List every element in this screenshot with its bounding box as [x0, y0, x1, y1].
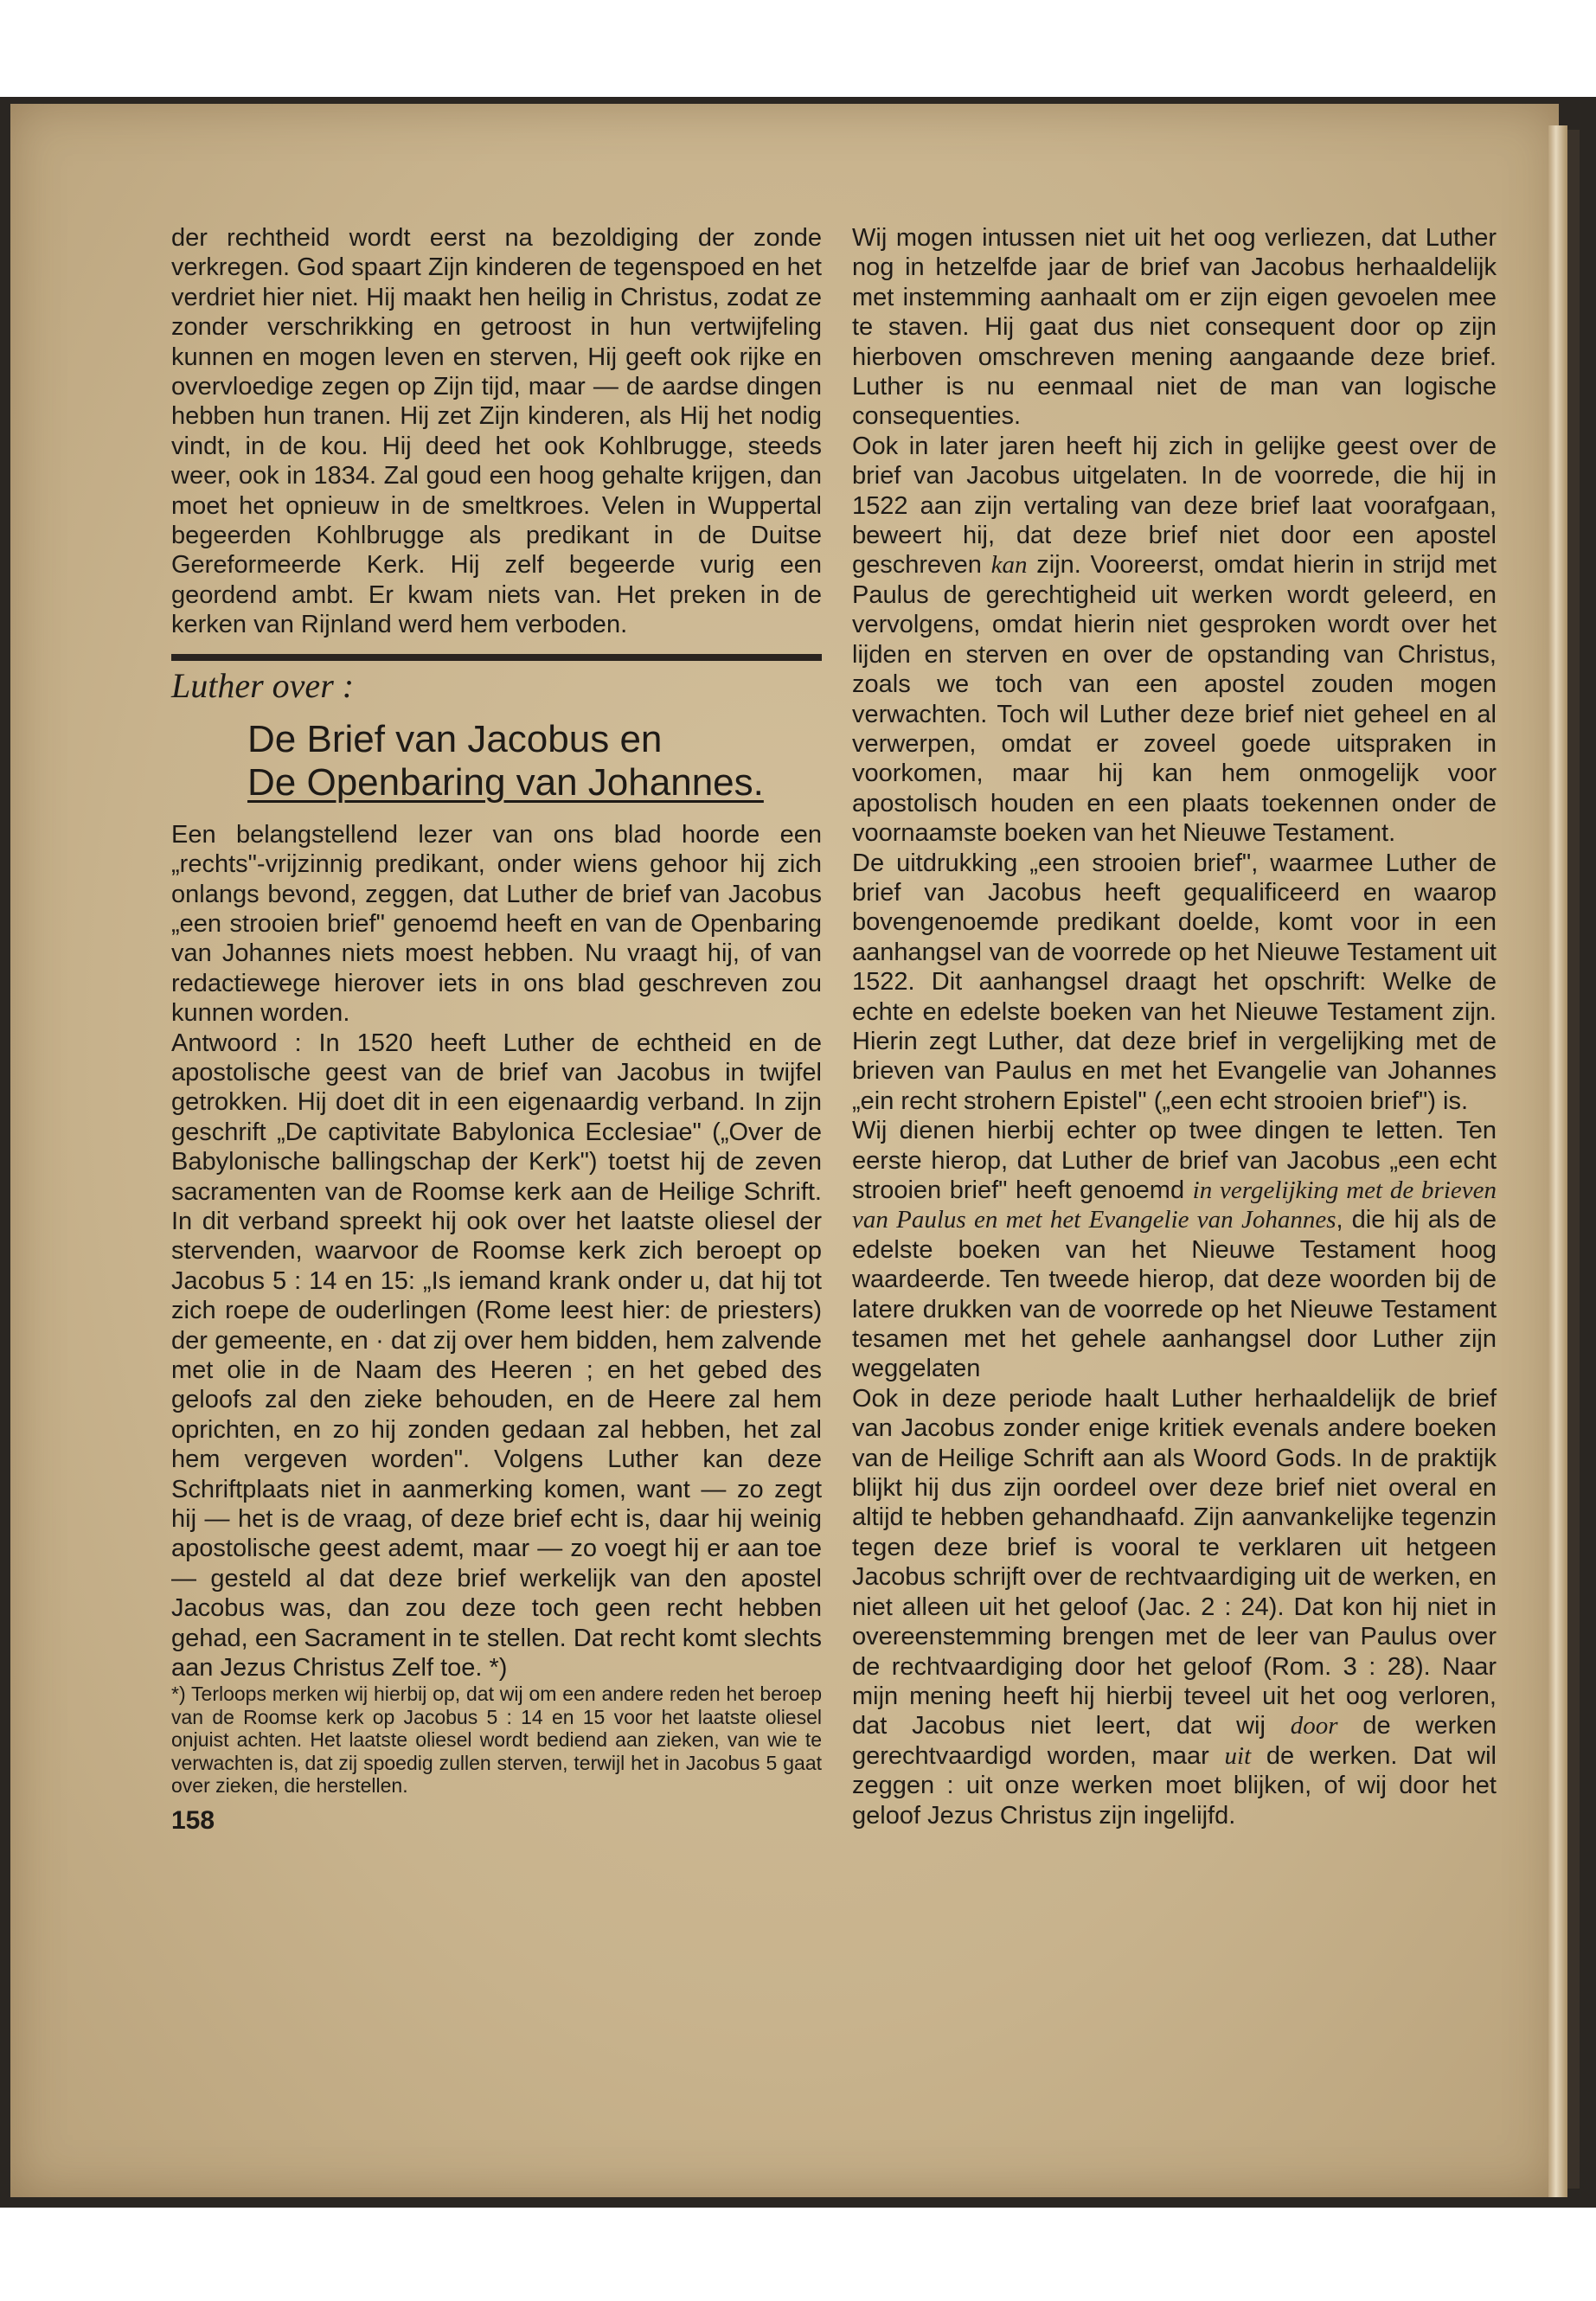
page-number: 158: [171, 1805, 215, 1835]
right-paragraph-5-emphasis-door: door: [1290, 1712, 1338, 1740]
right-paragraph-2-text-b: zijn. Vooreerst, omdat hierin in strijd met Paulus de gerechtigheid uit werken wordt geleerd, en vervolgens, omdat hierin niet gesproken wordt over het lijden en sterven en over de opstanding van Christus, zoals we toch van een apostel zouden mogen verwachten. Toch wil Luther deze brief niet geheel en al verwerpen, omdat er zoveel goede uitspraken in voorkomen, maar hij kan hem onmogelijk voor apostolisch houden en een plaats toekennen onder de voornaamste boeken van het Nieuwe Testament.: [852, 551, 1497, 848]
right-paragraph-2-text-a: Ook in later jaren heeft hij zich in gelijke geest over de brief van Jacobus uitgelaten. In de voorrede, die hij in 1522 aan zijn vertaling van deze brief laat voorafgaan, beweert hij, dat deze brief niet door een apostel geschreven: [852, 432, 1497, 580]
right-paragraph-3: De uitdrukking „een strooien brief", waarmee Luther de brief van Jacobus heeft gequalificeerd en waarop bovengenoemde predikant doelde, komt voor in een aanhangsel van de voorrede op het Nieuwe Testament uit 1522. Dit aanhangsel draagt het opschrift: Welke de echte en edelste boeken van het Nieuwe Testament zijn. Hierin zegt Luther, dat deze brief in vergelijking met de brieven van Paulus en met het Evangelie van Johannes „ein recht strohern Epistel" („een echt strooien brief") is.: [852, 849, 1497, 1115]
left-column: [171, 223, 822, 1836]
right-paragraph-4-text-b: , die hij als de edelste boeken van het Nieuwe Testament hoog waardeerde. Ten tweede hierop, dat deze woorden bij de latere drukken van de voorrede op het Nieuwe Testament tesamen met het gehele aanhangsel door Luther zijn weggelaten: [852, 1206, 1497, 1383]
article-title: [247, 718, 822, 804]
page-edge: [1548, 125, 1567, 2197]
page-shadow: [1567, 130, 1580, 2189]
right-paragraph-4-text-a: Wij dienen hierbij echter op twee dingen te letten. Ten eerste hierop, dat Luther de brief van Jacobus „een echt strooien brief" heeft genoemd: [852, 1117, 1497, 1204]
right-paragraph-5-text-b: de werken gerechtvaardigd worden, maar: [852, 1712, 1497, 1770]
intro-paragraph: der rechtheid wordt eerst na bezoldiging der zonde verkregen. God spaart Zijn kinderen de tegenspoed en het verdriet hier niet. Hij maakt hen heilig in Christus, zodat ze zonder verschrikking en getroost in hun vertwijfeling kunnen en mogen leven en sterven, Hij geeft ook rijke en overvloedige zegen op Zijn tijd, maar — de aardse dingen hebben hun tranen. Hij zet Zijn kinderen, als Hij het nodig vindt, in de kou. Hij deed het ook Kohlbrugge, steeds weer, ook in 1834. Zal goud een hoog gehalte krijgen, dan moet het opnieuw in de smeltkroes. Velen in Wuppertal begeerden Kohlbrugge als predikant in de Duitse Gereformeerde Kerk. Hij zelf begeerde vurig een geordend ambt. Er kwam niets van. Het preken in de kerken van Rijnland werd hem verboden.: [171, 224, 822, 639]
right-paragraph-2: [852, 432, 1497, 849]
footnote: *) Terloops merken wij hierbij op, dat wij om een andere reden het beroep van de Roomse kerk op Jacobus 5 : 14 en 15 voor het laatste oliesel onjuist achten. Het laatste oliesel wordt bediend aan zieken, van wie te verwachten is, dat zij spoedig zullen sterven, terwijl het in Jacobus 5 gaat over zieken, die herstellen.: [171, 1682, 822, 1798]
article-paragraph-2: Antwoord : In 1520 heeft Luther de echtheid en de apostolische geest van de brief van Jacobus in twijfel getrokken. Hij doet dit in een eigenaardig verband. In zijn geschrift „De captivitate Babylonica Ecclesiae" („Over de Babylonische ballingschap der Kerk") toetst hij de zeven sacramenten van de Roomse kerk aan de Heilige Schrift. In dit verband spreekt hij ook over het laatste oliesel der stervenden, waarvoor de Roomse kerk zich beroept op Jacobus 5 : 14 en 15: „Is iemand krank onder u, dat hij tot zich roepe de ouderlingen (Rome leest hier: de priesters) der gemeente, en · dat zij over hem bidden, hem zalvende met olie in de Naam des Heeren ; en het gebed des geloofs zal den zieke behouden, en de Heere zal hem oprichten, en zo hij zonden gedaan zal hebben, het zal hem vergeven worden". Volgens Luther kan deze Schriftplaats niet in aanmerking komen, want — zo zegt hij — het is de vraag, of deze brief echt is, daar hij weinig apostolische geest ademt, maar — zo voegt hij er aan toe — gesteld al dat deze brief werkelijk van den apostel Jacobus was, dan zou deze toch geen recht hebben gehad, een Sacrament in te stellen. Dat recht komt slechts aan Jezus Christus Zelf toe. *): [171, 1029, 822, 1682]
right-paragraph-5: [852, 1384, 1497, 1830]
right-paragraph-4: [852, 1116, 1497, 1384]
right-paragraph-5-text-a: Ook in deze periode haalt Luther herhaaldelijk de brief van Jacobus zonder enige kritiek evenals andere boeken van de Heilige Schrift aan als Woord Gods. In de praktijk blijkt hij dus zijn oordeel over deze brief niet overal en altijd te hebben gehandhaafd. Zijn aanvankelijke tegenzin tegen deze brief is vooral te verklaren uit hetgeen Jacobus schrijft over de rechtvaardiging uit de werken, en niet alleen uit het geloof (Jac. 2 : 24). Dat kon hij niet in overeenstemming brengen met de leer van Paulus over de rechtvaardiging door het geloof (Rom. 3 : 28). Naar mijn mening heeft hij hierbij teveel uit het oog verloren, dat Jacobus niet leert, dat wij: [852, 1384, 1497, 1740]
right-paragraph-5-text-c: de werken. Dat wil zeggen : uit onze werken moet blijken, of wij door het geloof Jezus Christus zijn ingelijfd.: [852, 1741, 1497, 1830]
right-column: [852, 223, 1497, 1830]
right-paragraph-2-emphasis: kan: [990, 551, 1028, 580]
article-author: Luther over :: [171, 665, 355, 705]
right-paragraph-4-emphasis: in vergelijking met de brieven van Paulus en met het Evangelie van Johannes: [852, 1176, 1497, 1234]
section-divider: [171, 654, 822, 661]
right-paragraph-1: Wij mogen intussen niet uit het oog verliezen, dat Luther nog in hetzelfde jaar de brief van Jacobus herhaaldelijk met instemming aanhaalt om er zijn eigen gevoelen mee te staven. Hij gaat dus niet consequent door op zijn hierboven omschreven mening aangaande deze brief. Luther is nu eenmaal niet de man van logische consequenties.: [852, 224, 1497, 431]
article-paragraph-1: Een belangstellend lezer van ons blad hoorde een „rechts"-vrijzinnig predikant, onder wiens gehoor hij zich onlangs bevond, zeggen, dat Luther de brief van Jacobus „een strooien brief" genoemd heeft en van de Openbaring van Johannes niets moest hebben. Nu vraagt hij, of van redactiewege hierover iets in ons blad geschreven zou kunnen worden.: [171, 820, 822, 1028]
right-paragraph-5-emphasis-uit: uit: [1224, 1741, 1252, 1770]
article-title-line2: De Openbaring van Johannes.: [247, 760, 764, 804]
article-title-line1: De Brief van Jacobus en: [247, 717, 663, 760]
